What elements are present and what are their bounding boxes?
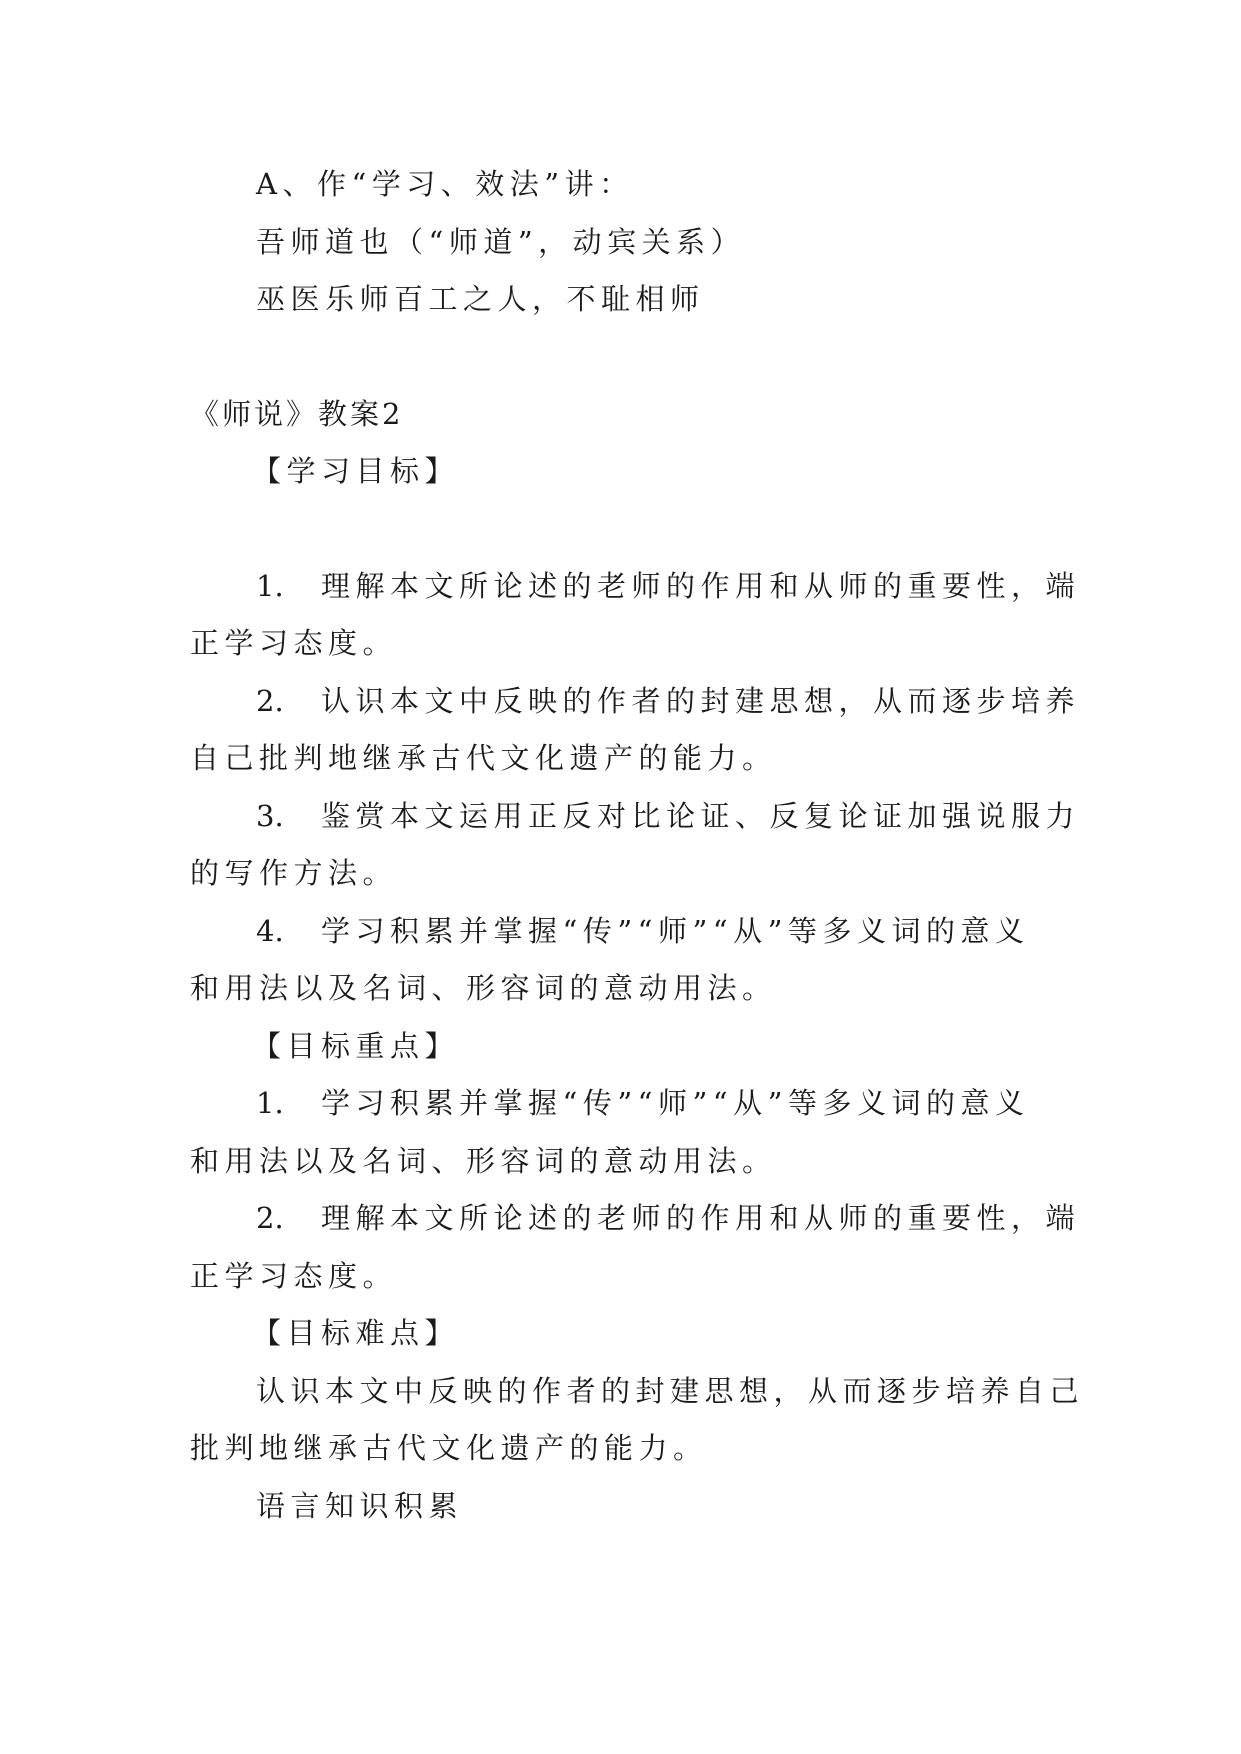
- meaning-a-heading: A、作“学习、效法”讲：: [256, 167, 634, 201]
- language-knowledge-heading: 语言知识积累: [256, 1489, 464, 1523]
- goal-item-2-number: 2.: [256, 684, 284, 718]
- key-point-item-1-continued: 和用法以及名词、形容词的意动用法。: [190, 1144, 777, 1178]
- section-heading-difficulties: 【目标难点】: [252, 1316, 460, 1350]
- goal-item-3-continued: 的写作方法。: [190, 856, 398, 890]
- goal-item-3-number: 3.: [256, 799, 284, 833]
- goal-item-3-text: 鉴赏本文运用正反对比论证、反复论证加强说服力: [321, 799, 1081, 833]
- example-line-1: 吾师道也（“师道”，动宾关系）: [256, 225, 746, 259]
- document-title: 《师说》教案2: [190, 397, 404, 431]
- difficulty-text: 认识本文中反映的作者的封建思想，从而逐步培养自己: [256, 1374, 1085, 1408]
- goal-item-1-number: 1.: [256, 569, 284, 603]
- goal-item-3: [256, 796, 1116, 836]
- key-point-item-2: [256, 1198, 1116, 1238]
- goal-item-1-text: 理解本文所论述的老师的作用和从师的重要性，端: [321, 569, 1081, 603]
- goal-item-4: [256, 911, 1116, 951]
- difficulty-text-continued: 批判地继承古代文化遗产的能力。: [190, 1431, 708, 1465]
- goal-item-2: [256, 681, 1116, 721]
- goal-item-2-continued: 自己批判地继承古代文化遗产的能力。: [190, 741, 777, 775]
- key-point-item-2-text: 理解本文所论述的老师的作用和从师的重要性，端: [321, 1201, 1081, 1235]
- goal-item-1-continued: 正学习态度。: [190, 626, 398, 660]
- key-point-item-1: [256, 1083, 1116, 1123]
- example-line-2: 巫医乐师百工之人，不耻相师: [256, 282, 705, 316]
- goal-item-4-number: 4.: [256, 914, 284, 948]
- key-point-item-2-continued: 正学习态度。: [190, 1259, 398, 1293]
- goal-item-4-continued: 和用法以及名词、形容词的意动用法。: [190, 971, 777, 1005]
- goal-item-4-text: 学习积累并掌握“传”“师”“从”等多义词的意义: [321, 914, 1030, 948]
- key-point-item-1-text: 学习积累并掌握“传”“师”“从”等多义词的意义: [321, 1086, 1030, 1120]
- goal-item-1: [256, 566, 1116, 606]
- goal-item-2-text: 认识本文中反映的作者的封建思想，从而逐步培养: [321, 684, 1081, 718]
- section-heading-goals: 【学习目标】: [252, 454, 460, 488]
- key-point-item-1-number: 1.: [256, 1086, 284, 1120]
- section-heading-key-points: 【目标重点】: [252, 1029, 460, 1063]
- key-point-item-2-number: 2.: [256, 1201, 284, 1235]
